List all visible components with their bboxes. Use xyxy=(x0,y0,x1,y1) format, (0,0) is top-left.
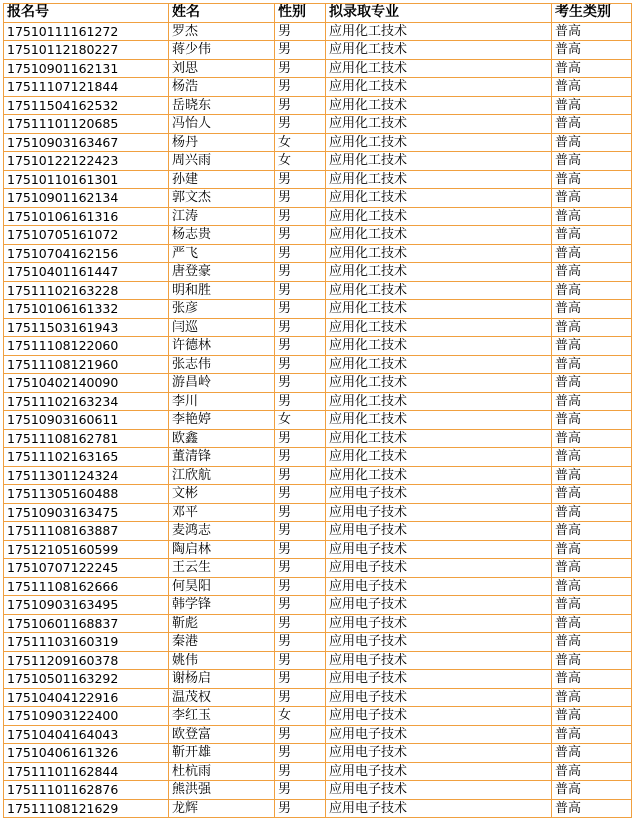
name-cell: 姚伟 xyxy=(169,651,275,670)
registration-number-cell: 17510112180227 xyxy=(4,41,169,60)
category-cell: 普高 xyxy=(552,59,632,78)
registration-number-cell: 17511108121960 xyxy=(4,355,169,374)
gender-cell: 男 xyxy=(275,651,326,670)
gender-cell: 男 xyxy=(275,799,326,818)
registration-number-cell: 17510111161272 xyxy=(4,22,169,41)
registration-number-cell: 17510705161072 xyxy=(4,226,169,245)
registration-number-cell: 17510903122400 xyxy=(4,707,169,726)
category-cell: 普高 xyxy=(552,781,632,800)
table-row xyxy=(4,799,632,818)
name-cell: 杨志贵 xyxy=(169,226,275,245)
table-row xyxy=(4,41,632,60)
gender-cell: 男 xyxy=(275,781,326,800)
registration-number-cell: 17510903163495 xyxy=(4,596,169,615)
gender-cell: 男 xyxy=(275,577,326,596)
gender-cell: 男 xyxy=(275,300,326,319)
category-cell: 普高 xyxy=(552,596,632,615)
name-cell: 杨浩 xyxy=(169,78,275,97)
category-cell: 普高 xyxy=(552,263,632,282)
major-cell: 应用化工技术 xyxy=(326,41,552,60)
category-cell: 普高 xyxy=(552,96,632,115)
registration-number-cell: 17511503161943 xyxy=(4,318,169,337)
major-cell: 应用电子技术 xyxy=(326,522,552,541)
table-row xyxy=(4,614,632,633)
table-row xyxy=(4,300,632,319)
registration-number-cell: 17510901162131 xyxy=(4,59,169,78)
name-cell: 周兴雨 xyxy=(169,152,275,171)
table-row xyxy=(4,152,632,171)
table-row xyxy=(4,688,632,707)
major-cell: 应用化工技术 xyxy=(326,429,552,448)
gender-cell: 男 xyxy=(275,226,326,245)
name-cell: 秦港 xyxy=(169,633,275,652)
registration-number-cell: 17511108162781 xyxy=(4,429,169,448)
major-cell: 应用电子技术 xyxy=(326,540,552,559)
name-cell: 江欣航 xyxy=(169,466,275,485)
registration-number-cell: 17510903160611 xyxy=(4,411,169,430)
major-cell: 应用化工技术 xyxy=(326,466,552,485)
table-row xyxy=(4,448,632,467)
major-cell: 应用电子技术 xyxy=(326,485,552,504)
table-row xyxy=(4,78,632,97)
major-cell: 应用电子技术 xyxy=(326,503,552,522)
major-cell: 应用电子技术 xyxy=(326,725,552,744)
major-cell: 应用化工技术 xyxy=(326,78,552,97)
registration-number-cell: 17510601168837 xyxy=(4,614,169,633)
table-row xyxy=(4,22,632,41)
table-row xyxy=(4,744,632,763)
registration-number-cell: 17511209160378 xyxy=(4,651,169,670)
name-cell: 李红玉 xyxy=(169,707,275,726)
name-cell: 文彬 xyxy=(169,485,275,504)
gender-cell: 男 xyxy=(275,374,326,393)
major-cell: 应用电子技术 xyxy=(326,633,552,652)
name-cell: 龙辉 xyxy=(169,799,275,818)
name-cell: 何昊阳 xyxy=(169,577,275,596)
major-cell: 应用化工技术 xyxy=(326,300,552,319)
table-row xyxy=(4,411,632,430)
registration-number-cell: 17511102163234 xyxy=(4,392,169,411)
registration-number-cell: 17511108121629 xyxy=(4,799,169,818)
name-cell: 韩学锋 xyxy=(169,596,275,615)
table-row xyxy=(4,355,632,374)
name-cell: 王云生 xyxy=(169,559,275,578)
table-row xyxy=(4,540,632,559)
registration-number-cell: 17511504162532 xyxy=(4,96,169,115)
category-cell: 普高 xyxy=(552,374,632,393)
category-cell: 普高 xyxy=(552,170,632,189)
name-cell: 熊洪强 xyxy=(169,781,275,800)
major-cell: 应用化工技术 xyxy=(326,170,552,189)
table-row xyxy=(4,522,632,541)
registration-number-cell: 17510406161326 xyxy=(4,744,169,763)
table-row xyxy=(4,96,632,115)
gender-cell: 男 xyxy=(275,503,326,522)
header-gender: 性别 xyxy=(275,4,326,23)
major-cell: 应用电子技术 xyxy=(326,799,552,818)
gender-cell: 女 xyxy=(275,411,326,430)
registration-number-cell: 17511101162844 xyxy=(4,762,169,781)
registration-number-cell: 17510404164043 xyxy=(4,725,169,744)
gender-cell: 男 xyxy=(275,22,326,41)
major-cell: 应用化工技术 xyxy=(326,59,552,78)
registration-number-cell: 17511108163887 xyxy=(4,522,169,541)
gender-cell: 男 xyxy=(275,466,326,485)
gender-cell: 男 xyxy=(275,281,326,300)
category-cell: 普高 xyxy=(552,522,632,541)
table-row xyxy=(4,392,632,411)
registration-number-cell: 17512105160599 xyxy=(4,540,169,559)
header-registration-number: 报名号 xyxy=(4,4,169,23)
admission-list-table xyxy=(3,3,632,818)
major-cell: 应用电子技术 xyxy=(326,670,552,689)
category-cell: 普高 xyxy=(552,466,632,485)
registration-number-cell: 17511103160319 xyxy=(4,633,169,652)
category-cell: 普高 xyxy=(552,115,632,134)
gender-cell: 男 xyxy=(275,207,326,226)
major-cell: 应用化工技术 xyxy=(326,392,552,411)
gender-cell: 男 xyxy=(275,540,326,559)
category-cell: 普高 xyxy=(552,670,632,689)
table-row xyxy=(4,559,632,578)
major-cell: 应用化工技术 xyxy=(326,226,552,245)
table-row xyxy=(4,318,632,337)
category-cell: 普高 xyxy=(552,651,632,670)
name-cell: 李川 xyxy=(169,392,275,411)
table-row xyxy=(4,429,632,448)
category-cell: 普高 xyxy=(552,503,632,522)
registration-number-cell: 17511301124324 xyxy=(4,466,169,485)
gender-cell: 男 xyxy=(275,670,326,689)
gender-cell: 男 xyxy=(275,744,326,763)
registration-number-cell: 17510122122423 xyxy=(4,152,169,171)
table-row xyxy=(4,189,632,208)
gender-cell: 男 xyxy=(275,485,326,504)
name-cell: 蒋少伟 xyxy=(169,41,275,60)
gender-cell: 男 xyxy=(275,78,326,97)
registration-number-cell: 17511107121844 xyxy=(4,78,169,97)
registration-number-cell: 17511305160488 xyxy=(4,485,169,504)
gender-cell: 男 xyxy=(275,115,326,134)
gender-cell: 男 xyxy=(275,725,326,744)
major-cell: 应用化工技术 xyxy=(326,355,552,374)
gender-cell: 男 xyxy=(275,59,326,78)
registration-number-cell: 17510404122916 xyxy=(4,688,169,707)
table-row xyxy=(4,762,632,781)
major-cell: 应用电子技术 xyxy=(326,688,552,707)
category-cell: 普高 xyxy=(552,485,632,504)
registration-number-cell: 17510707122245 xyxy=(4,559,169,578)
name-cell: 江涛 xyxy=(169,207,275,226)
major-cell: 应用电子技术 xyxy=(326,762,552,781)
major-cell: 应用化工技术 xyxy=(326,281,552,300)
category-cell: 普高 xyxy=(552,133,632,152)
name-cell: 许德林 xyxy=(169,337,275,356)
major-cell: 应用电子技术 xyxy=(326,614,552,633)
name-cell: 靳开雄 xyxy=(169,744,275,763)
category-cell: 普高 xyxy=(552,688,632,707)
registration-number-cell: 17510903163475 xyxy=(4,503,169,522)
major-cell: 应用电子技术 xyxy=(326,651,552,670)
category-cell: 普高 xyxy=(552,540,632,559)
table-row xyxy=(4,503,632,522)
header-category: 考生类别 xyxy=(552,4,632,23)
gender-cell: 男 xyxy=(275,762,326,781)
category-cell: 普高 xyxy=(552,318,632,337)
major-cell: 应用化工技术 xyxy=(326,318,552,337)
major-cell: 应用化工技术 xyxy=(326,133,552,152)
major-cell: 应用电子技术 xyxy=(326,781,552,800)
gender-cell: 男 xyxy=(275,429,326,448)
category-cell: 普高 xyxy=(552,559,632,578)
gender-cell: 男 xyxy=(275,688,326,707)
major-cell: 应用化工技术 xyxy=(326,96,552,115)
registration-number-cell: 17511101162876 xyxy=(4,781,169,800)
name-cell: 邓平 xyxy=(169,503,275,522)
category-cell: 普高 xyxy=(552,207,632,226)
gender-cell: 男 xyxy=(275,392,326,411)
major-cell: 应用电子技术 xyxy=(326,559,552,578)
gender-cell: 男 xyxy=(275,244,326,263)
category-cell: 普高 xyxy=(552,41,632,60)
name-cell: 游昌岭 xyxy=(169,374,275,393)
registration-number-cell: 17510402140090 xyxy=(4,374,169,393)
registration-number-cell: 17511102163165 xyxy=(4,448,169,467)
name-cell: 罗杰 xyxy=(169,22,275,41)
name-cell: 李艳婷 xyxy=(169,411,275,430)
name-cell: 明和胜 xyxy=(169,281,275,300)
registration-number-cell: 17511108162666 xyxy=(4,577,169,596)
name-cell: 靳彪 xyxy=(169,614,275,633)
gender-cell: 男 xyxy=(275,559,326,578)
category-cell: 普高 xyxy=(552,300,632,319)
table-row xyxy=(4,670,632,689)
category-cell: 普高 xyxy=(552,799,632,818)
category-cell: 普高 xyxy=(552,744,632,763)
major-cell: 应用电子技术 xyxy=(326,707,552,726)
table-row xyxy=(4,781,632,800)
registration-number-cell: 17510901162134 xyxy=(4,189,169,208)
major-cell: 应用化工技术 xyxy=(326,244,552,263)
gender-cell: 女 xyxy=(275,152,326,171)
header-name: 姓名 xyxy=(169,4,275,23)
major-cell: 应用电子技术 xyxy=(326,596,552,615)
category-cell: 普高 xyxy=(552,189,632,208)
registration-number-cell: 17511101120685 xyxy=(4,115,169,134)
gender-cell: 男 xyxy=(275,96,326,115)
registration-number-cell: 17510501163292 xyxy=(4,670,169,689)
gender-cell: 男 xyxy=(275,189,326,208)
registration-number-cell: 17510704162156 xyxy=(4,244,169,263)
name-cell: 谢杨启 xyxy=(169,670,275,689)
gender-cell: 男 xyxy=(275,448,326,467)
major-cell: 应用化工技术 xyxy=(326,263,552,282)
table-row xyxy=(4,466,632,485)
gender-cell: 男 xyxy=(275,41,326,60)
gender-cell: 男 xyxy=(275,522,326,541)
category-cell: 普高 xyxy=(552,78,632,97)
major-cell: 应用化工技术 xyxy=(326,207,552,226)
gender-cell: 男 xyxy=(275,318,326,337)
category-cell: 普高 xyxy=(552,448,632,467)
gender-cell: 男 xyxy=(275,263,326,282)
category-cell: 普高 xyxy=(552,152,632,171)
category-cell: 普高 xyxy=(552,22,632,41)
table-row xyxy=(4,263,632,282)
name-cell: 陶启林 xyxy=(169,540,275,559)
category-cell: 普高 xyxy=(552,281,632,300)
gender-cell: 男 xyxy=(275,170,326,189)
gender-cell: 男 xyxy=(275,355,326,374)
major-cell: 应用化工技术 xyxy=(326,448,552,467)
gender-cell: 女 xyxy=(275,133,326,152)
header-row xyxy=(4,4,632,23)
category-cell: 普高 xyxy=(552,392,632,411)
table-row xyxy=(4,133,632,152)
major-cell: 应用化工技术 xyxy=(326,189,552,208)
major-cell: 应用化工技术 xyxy=(326,152,552,171)
name-cell: 温茂权 xyxy=(169,688,275,707)
gender-cell: 男 xyxy=(275,633,326,652)
gender-cell: 男 xyxy=(275,614,326,633)
name-cell: 欧鑫 xyxy=(169,429,275,448)
registration-number-cell: 17511108122060 xyxy=(4,337,169,356)
table-row xyxy=(4,59,632,78)
table-row xyxy=(4,115,632,134)
table-row xyxy=(4,596,632,615)
table-row xyxy=(4,725,632,744)
table-row xyxy=(4,170,632,189)
name-cell: 孙建 xyxy=(169,170,275,189)
name-cell: 唐登豪 xyxy=(169,263,275,282)
category-cell: 普高 xyxy=(552,226,632,245)
category-cell: 普高 xyxy=(552,725,632,744)
name-cell: 岳晓东 xyxy=(169,96,275,115)
name-cell: 张志伟 xyxy=(169,355,275,374)
category-cell: 普高 xyxy=(552,614,632,633)
category-cell: 普高 xyxy=(552,429,632,448)
category-cell: 普高 xyxy=(552,577,632,596)
name-cell: 刘思 xyxy=(169,59,275,78)
table-row xyxy=(4,577,632,596)
name-cell: 董清锋 xyxy=(169,448,275,467)
gender-cell: 女 xyxy=(275,707,326,726)
table-row xyxy=(4,207,632,226)
table-row xyxy=(4,337,632,356)
category-cell: 普高 xyxy=(552,633,632,652)
name-cell: 严飞 xyxy=(169,244,275,263)
category-cell: 普高 xyxy=(552,355,632,374)
name-cell: 欧登富 xyxy=(169,725,275,744)
name-cell: 麦鸿志 xyxy=(169,522,275,541)
registration-number-cell: 17511102163228 xyxy=(4,281,169,300)
table-row xyxy=(4,651,632,670)
name-cell: 张彦 xyxy=(169,300,275,319)
name-cell: 冯怡人 xyxy=(169,115,275,134)
category-cell: 普高 xyxy=(552,762,632,781)
major-cell: 应用化工技术 xyxy=(326,337,552,356)
table-row xyxy=(4,485,632,504)
table-row xyxy=(4,281,632,300)
gender-cell: 男 xyxy=(275,337,326,356)
name-cell: 杨丹 xyxy=(169,133,275,152)
registration-number-cell: 17510106161316 xyxy=(4,207,169,226)
name-cell: 闫巡 xyxy=(169,318,275,337)
major-cell: 应用化工技术 xyxy=(326,22,552,41)
major-cell: 应用电子技术 xyxy=(326,577,552,596)
table-row xyxy=(4,244,632,263)
name-cell: 郭文杰 xyxy=(169,189,275,208)
major-cell: 应用化工技术 xyxy=(326,115,552,134)
category-cell: 普高 xyxy=(552,244,632,263)
registration-number-cell: 17510106161332 xyxy=(4,300,169,319)
header-major: 拟录取专业 xyxy=(326,4,552,23)
table-row xyxy=(4,707,632,726)
table-row xyxy=(4,226,632,245)
table-row xyxy=(4,633,632,652)
category-cell: 普高 xyxy=(552,411,632,430)
registration-number-cell: 17510110161301 xyxy=(4,170,169,189)
major-cell: 应用化工技术 xyxy=(326,374,552,393)
gender-cell: 男 xyxy=(275,596,326,615)
registration-number-cell: 17510903163467 xyxy=(4,133,169,152)
major-cell: 应用电子技术 xyxy=(326,744,552,763)
table-row xyxy=(4,374,632,393)
registration-number-cell: 17510401161447 xyxy=(4,263,169,282)
major-cell: 应用化工技术 xyxy=(326,411,552,430)
category-cell: 普高 xyxy=(552,337,632,356)
category-cell: 普高 xyxy=(552,707,632,726)
name-cell: 杜杭雨 xyxy=(169,762,275,781)
